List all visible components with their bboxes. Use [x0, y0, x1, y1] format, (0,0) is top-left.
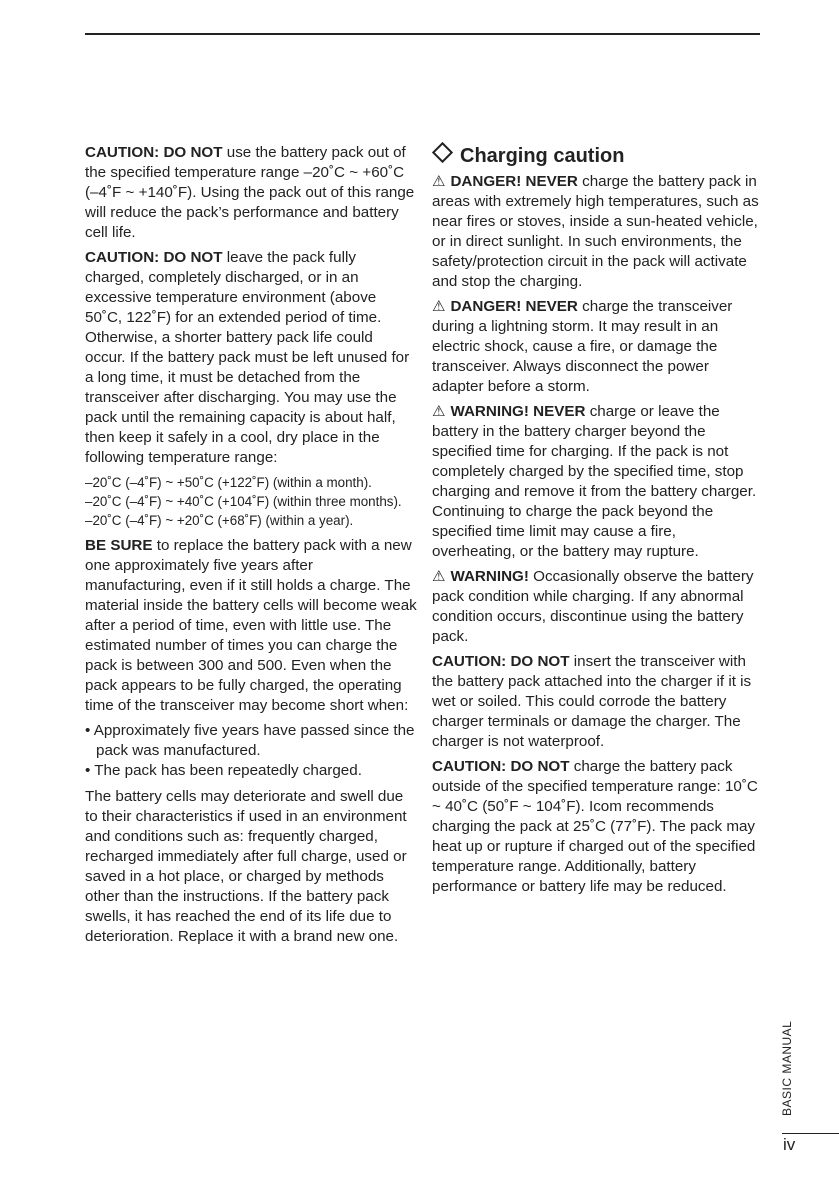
section-heading	[432, 143, 760, 169]
caution-lead: CAUTION: DO NOT	[85, 249, 223, 266]
right-column	[432, 143, 760, 902]
be-sure-lead: BE SURE	[85, 537, 153, 554]
caution-text: charge the battery pack outside of the specified temperature range: 10˚C ~ 40˚C (50˚F ~ 104˚F). Icom recommends charging the pack at 25˚C (77˚F). The pack may heat up or rupture if charged out of the specified temperature range. Additionally, battery performance or battery life may be reduced.	[432, 758, 758, 895]
caution-lead: CAUTION: DO NOT	[432, 653, 570, 670]
caution-storage	[85, 248, 417, 468]
replace-battery-note	[85, 536, 417, 716]
side-section-label: BASIC MANUAL	[780, 1020, 794, 1116]
caution-lead: CAUTION: DO NOT	[432, 758, 570, 775]
danger-text: charge the battery pack in areas with extremely high temperatures, such as near fires or stoves, inside a sun-heated vehicle, or in direct sunlight. In such environments, the safety/protection circuit in the pack will activate and stop the charging.	[432, 173, 759, 290]
danger-text: charge the transceiver during a lightning storm. It may result in an electric shock, cause a fire, or damage the transceiver. Always disconnect the power adapter before a storm.	[432, 298, 733, 395]
temperature-item: –20˚C (–4˚F) ~ +20˚C (+68˚F) (within a year).	[85, 513, 354, 528]
danger-lightning	[432, 297, 760, 397]
danger-lead: DANGER! NEVER	[450, 173, 578, 190]
caution-temperature-range	[85, 143, 417, 243]
bullet-item: • The pack has been repeatedly charged.	[85, 762, 362, 779]
bullet-item: • Approximately five years have passed since the pack was manufactured.	[85, 722, 415, 759]
warning-lead: WARNING! NEVER	[450, 403, 586, 420]
temperature-item: –20˚C (–4˚F) ~ +40˚C (+104˚F) (within three months).	[85, 494, 402, 509]
warning-triangle-icon: ⚠	[432, 568, 446, 585]
section-heading-text: Charging caution	[460, 145, 625, 167]
diamond-outline-icon	[432, 142, 453, 163]
storage-temperature-list	[85, 473, 417, 530]
caution-text: leave the pack fully charged, completely discharged, or in an excessive temperature environment (above 50˚C, 122˚F) for an extended period of time. Otherwise, a shorter battery pack life could occur. If the battery pack must be left unused for a long time, it must be detached from the transceiver after discharging. You may use the pack until the remaining capacity is about half, then keep it safely in a cool, dry place in the following temperature range:	[85, 249, 410, 466]
be-sure-text: to replace the battery pack with a new one approximately five years after manufacturing, even if it still holds a charge. The material inside the battery cells will become weak after a period of time, even with little use. The estimated number of times you can charge the pack is between 300 and 500. Even when the pack appears to be fully charged, the operating time of the transceiver may become short when:	[85, 537, 417, 714]
caution-text: insert the transceiver with the battery pack attached into the charger if it is wet or soiled. This could corrode the battery charger terminals or damage the charger. The charger is not waterproof.	[432, 653, 752, 750]
warning-triangle-icon: ⚠	[432, 403, 446, 420]
warning-triangle-icon: ⚠	[432, 298, 446, 315]
warning-triangle-icon: ⚠	[432, 173, 446, 190]
left-column	[85, 143, 417, 952]
page-number: iv	[783, 1135, 796, 1154]
warning-lead: WARNING!	[450, 568, 529, 585]
danger-high-temperature	[432, 172, 760, 292]
caution-charging-temperature	[432, 757, 760, 897]
caution-lead: CAUTION: DO NOT	[85, 144, 223, 161]
warning-text: Occasionally observe the battery pack condition while charging. If any abnormal condition occurs, discontinue using the battery pack.	[432, 568, 754, 645]
swelling-note: The battery cells may deteriorate and swell due to their characteristics if used in an environment and conditions such as: frequently charged, recharged immediately after full charge, used or saved in a hot place, or charged by methods other than the instructions. If the battery pack swells, it has reached the end of its life due to deterioration. Replace it with a brand new one.	[85, 788, 407, 945]
danger-lead: DANGER! NEVER	[450, 298, 578, 315]
caution-wet-charger	[432, 652, 760, 752]
warning-observe	[432, 567, 760, 647]
temperature-item: –20˚C (–4˚F) ~ +50˚C (+122˚F) (within a month).	[85, 475, 372, 490]
page-number-rule	[782, 1133, 839, 1134]
header-rule	[85, 33, 760, 35]
warning-text: charge or leave the battery in the battery charger beyond the specified time for charging. If the pack is not completely charged by the specified time, stop charging and remove it from the battery charger. Continuing to charge the pack beyond the specified time limit may cause a fire, overheating, or the battery may rupture.	[432, 403, 757, 560]
warning-charge-time	[432, 402, 760, 562]
caution-text: use the battery pack out of the specified temperature range –20˚C ~ +60˚C (–4˚F ~ +140˚F). Using the pack out of this range will reduce the pack’s performance and battery cell life.	[85, 144, 415, 241]
bullet-list	[85, 721, 417, 781]
